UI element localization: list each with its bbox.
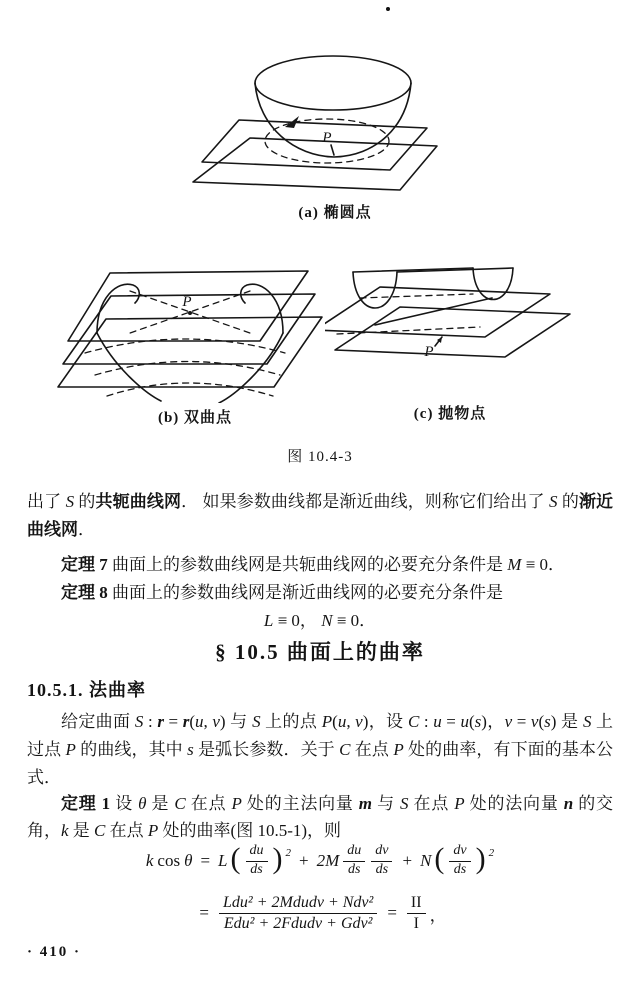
text-run: 给定曲面: [61, 712, 135, 731]
left-paren: (: [230, 841, 241, 875]
text-run: 在点: [408, 794, 455, 813]
text-run: 曲面上的参数曲线网是共轭曲线网的必要充分条件是: [107, 555, 508, 574]
figure-b-caption: (b) 双曲点: [157, 410, 233, 426]
text-run: ≡ 0．: [332, 611, 377, 630]
text-run: 上过点: [27, 712, 614, 759]
contact-line-dashed: [337, 327, 480, 334]
coefficient-N: N: [420, 850, 432, 870]
text-run: u: [337, 712, 347, 731]
text-run: P: [454, 794, 465, 813]
figure-parabolic-point: [325, 252, 620, 394]
text-run: S: [134, 712, 144, 731]
text-run: M: [507, 555, 522, 574]
text-run: L: [263, 611, 274, 630]
text-run: v: [212, 712, 220, 731]
text-run: =: [512, 712, 531, 731]
figure-elliptic-point: [135, 48, 530, 200]
text-run: s: [187, 740, 194, 759]
text-run: 的: [74, 492, 96, 511]
text-run: v: [504, 712, 513, 731]
text-run: C: [339, 740, 351, 759]
text-run: ,: [346, 712, 356, 731]
figure-a-caption: (a) 椭圆点: [298, 205, 372, 221]
text-run: 在点: [185, 794, 232, 813]
text-run: 是: [68, 821, 95, 840]
back-u-curve: [473, 268, 513, 300]
text-run: 的: [557, 492, 579, 511]
lower-plane-outline: [193, 138, 437, 190]
bowl-surface: [255, 56, 411, 163]
text-run: S: [548, 492, 558, 511]
text-run: 定理 8: [61, 583, 108, 602]
text-run: m: [358, 794, 373, 813]
text-run: S: [65, 492, 75, 511]
text-run: P: [321, 712, 333, 731]
text-run: 定理 1: [61, 794, 111, 813]
text-run: n: [563, 794, 574, 813]
section-heading: § 10.5 曲面上的曲率: [215, 640, 425, 664]
saddle-surface: [85, 284, 285, 403]
text-run: :: [143, 712, 158, 731]
text-run: (: [332, 712, 338, 731]
lower-sheet-arc-3: [107, 383, 273, 396]
text-run: C: [174, 794, 186, 813]
text-run: (: [189, 712, 196, 731]
theorem-8: [27, 579, 613, 607]
text-run: 上的点: [260, 712, 322, 731]
fraction-du-ds-2: $\frac{du}{ds}$: [343, 843, 365, 879]
text-run: C: [407, 712, 420, 731]
equation-L-N: [0, 606, 640, 631]
text-run: S: [399, 794, 409, 813]
paragraph-conjugate-net: [27, 488, 613, 544]
coefficient-L: L: [218, 850, 228, 870]
text-run: 在点: [350, 740, 394, 759]
formula-normal-curvature: k cos θ = L ( $\frac{du}{ds}$ ) $^2$ + 2M $\frac{du}{ds}$ $\frac{dv}{ds}$ + N ( $\frac{dv}{ds}$ ) $^2$: [145, 841, 495, 877]
text-run: ,: [203, 712, 213, 731]
plus-sign: +: [299, 850, 309, 870]
text-run: θ: [138, 794, 147, 813]
equals-sign: =: [200, 850, 211, 870]
text-run: 曲面上的参数曲线网是渐近曲线网的必要充分条件是: [107, 583, 503, 602]
text-run: 渐近曲线网: [27, 492, 614, 539]
text-run: P: [231, 794, 242, 813]
subsection-heading: 10.5.1. 法曲率: [27, 680, 146, 700]
text-run: r: [182, 712, 190, 731]
text-run: 的交角，: [27, 794, 614, 840]
text-run: v: [530, 712, 539, 731]
point-p-dot: [188, 311, 192, 315]
text-run: S: [252, 712, 261, 731]
fraction-II-I: $\frac{II}{I}$: [407, 893, 426, 933]
paragraph-given-surface: [27, 708, 613, 792]
cos-operator: cos: [157, 850, 181, 870]
text-run: 处的主法向量: [241, 794, 359, 813]
text-run: ．: [78, 520, 95, 539]
text-run: u: [433, 712, 442, 731]
formula-second-fundamental: [0, 893, 640, 933]
text-run: )，设: [362, 712, 408, 731]
right-paren-2: ): [475, 841, 486, 875]
fraction-du-ds: $\frac{du}{ds}$: [246, 843, 268, 879]
text-run: k: [61, 821, 69, 840]
var-k: k: [145, 850, 154, 870]
page-number: · 410 ·: [27, 944, 82, 960]
plus-sign-2: +: [402, 850, 413, 870]
text-run: 是: [146, 794, 175, 813]
text-run: =: [441, 712, 461, 731]
var-theta: θ: [184, 850, 193, 870]
bowl-rim: [255, 56, 411, 110]
text-run: 处的法向量: [464, 794, 564, 813]
text-run: P: [393, 740, 404, 759]
text-run: 共轭曲线网: [95, 492, 182, 511]
right-paren: ): [272, 841, 283, 875]
equals-sign: =: [199, 903, 210, 923]
equals-sign-2: =: [387, 903, 397, 923]
fraction-fundamental-forms: $\frac{\text{Ldu² + 2Mdudv + Ndv²}}{\text{Edu² + 2Fdudv + Gdv²}}$: [219, 893, 377, 933]
point-p-label: P: [424, 344, 434, 360]
fraction-dv-ds-2: $\frac{dv}{ds}$: [449, 843, 470, 879]
left-paren-2: (: [434, 841, 445, 875]
trailing-comma: ，: [429, 905, 447, 925]
text-run: u: [460, 712, 469, 731]
text-run: 定理 7: [61, 555, 108, 574]
text-run: S: [582, 712, 592, 731]
figure-group-caption: 图 10.4-3: [287, 449, 353, 465]
text-run: P: [65, 740, 76, 759]
text-run: 出了: [27, 492, 66, 511]
text-run: ≡ 0．: [521, 555, 566, 574]
text-run: ． 如果参数曲线都是渐近曲线，则称它们给出了: [181, 492, 549, 511]
inner-dashed-line: [360, 294, 473, 298]
point-tick: [331, 145, 334, 155]
text-run: C: [94, 821, 106, 840]
text-run: 设: [110, 794, 139, 813]
text-run: 的曲线，其中: [75, 740, 188, 759]
text-run: s: [544, 712, 551, 731]
text-run: ) 是: [550, 712, 583, 731]
text-run: )，: [481, 712, 505, 731]
text-run: 处的曲率(图 10.5-1)，则: [158, 821, 342, 840]
cylinder-surface: [337, 268, 513, 360]
text-run: :: [419, 712, 434, 731]
text-run: 与: [372, 794, 400, 813]
text-run: 处的曲率，有下面的基本公式．: [27, 740, 614, 787]
point-p-label: P: [322, 130, 332, 146]
text-run: 在点: [105, 821, 148, 840]
text-run: (: [468, 712, 475, 731]
coefficient-2M: 2M: [316, 850, 340, 870]
text-run: r: [157, 712, 164, 731]
figure-hyperbolic-point: [35, 253, 337, 403]
text-run: 是弧长参数．关于: [193, 740, 340, 759]
text-run: ≡ 0，: [273, 611, 322, 630]
text-run: P: [147, 821, 159, 840]
text-run: u: [195, 712, 204, 731]
text-run: N: [321, 611, 333, 630]
text-run: (: [538, 712, 545, 731]
fraction-dv-ds: $\frac{dv}{ds}$: [371, 843, 392, 879]
text-run: =: [163, 712, 183, 731]
text-run: s: [474, 712, 482, 731]
figure-c-caption: (c) 抛物点: [413, 406, 487, 422]
theorem-7: [27, 551, 613, 579]
text-run: v: [355, 712, 363, 731]
theorem-1: [27, 790, 613, 844]
scan-speck: [386, 7, 390, 11]
text-run: ) 与: [219, 712, 253, 731]
point-p-label: P: [182, 294, 192, 310]
